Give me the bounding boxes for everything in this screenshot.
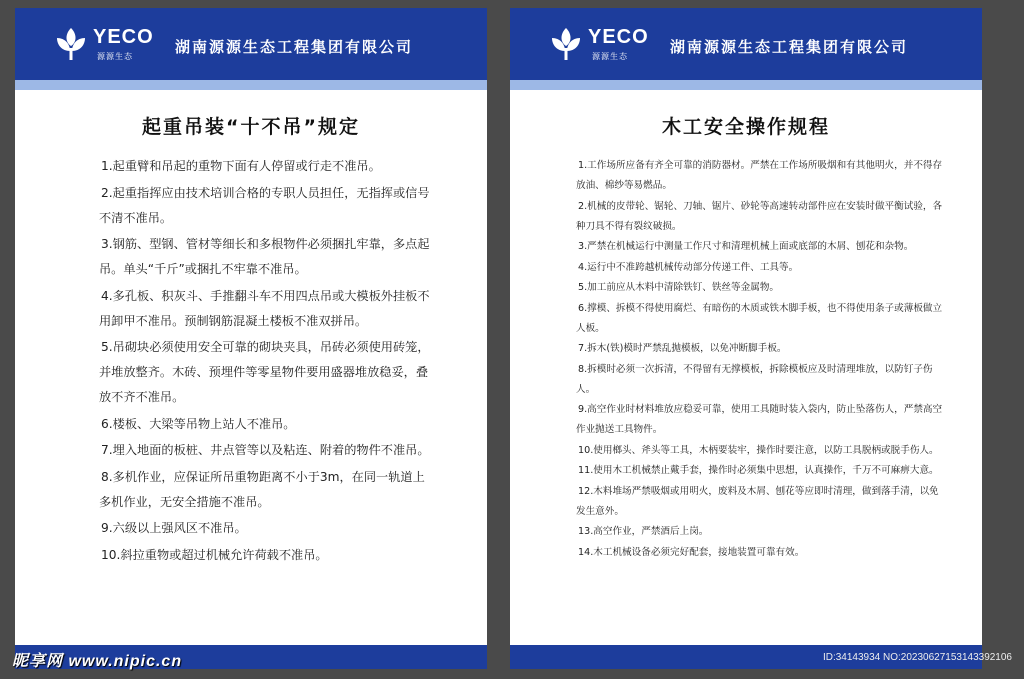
rule-item: 3.严禁在机械运行中测量工作尺寸和清理机械上面或底部的木屑、刨花和杂物。 (578, 241, 914, 253)
rule-item: 5.吊砌块必须使用安全可靠的砌块夹具，吊砖必须使用砖笼，并堆放整齐。木砖、预埋件等零星物件要用盛器堆放稳妥，叠放不齐不准吊。 (99, 340, 430, 404)
header-bar (15, 8, 487, 80)
company-name: 湖南源源生态工程集团有限公司 (175, 38, 414, 56)
header-stripe (15, 80, 487, 90)
header-bar (510, 8, 982, 80)
rule-item: 10.使用榔头、斧头等工具，木柄要装牢，操作时要注意，以防工具脱柄或脱手伤人。 (578, 444, 939, 456)
rule-item: 7.拆木(铁)模时严禁乱抛模板，以免冲断脚手板。 (578, 343, 787, 355)
site-watermark: 昵享网 www.nipic.cn (12, 653, 183, 670)
rules-list (99, 154, 435, 569)
rule-item: 7.埋入地面的板桩、井点管等以及粘连、附着的物件不准吊。 (101, 443, 430, 457)
rule-item: 2.起重指挥应由技术培训合格的专职人员担任，无指挥或信号不清不准吊。 (99, 185, 430, 225)
rule-item: 4.运行中不准跨越机械传动部分传递工件、工具等。 (578, 261, 799, 273)
poster-title: 木工安全操作规程 (661, 116, 830, 138)
rules-list (576, 156, 944, 563)
company-logo (548, 24, 656, 68)
logo-text: YECO (588, 26, 649, 48)
rule-item: 3.钢筋、型钢、管材等细长和多根物件必须捆扎牢靠，多点起吊。单头“千斤”或捆扎不牢靠不准吊。 (99, 237, 430, 276)
rule-item: 8.多机作业，应保证所吊重物距离不小于3m，在同一轨道上多机作业，无安全措施不准吊。 (99, 469, 425, 509)
rule-item: 1.起重臂和吊起的重物下面有人停留或行走不准吊。 (101, 159, 381, 173)
leaf-logo-icon (53, 24, 89, 64)
logo-text: YECO (93, 26, 154, 48)
rule-item: 9.六级以上强风区不准吊。 (101, 521, 247, 535)
rule-item: 11.使用木工机械禁止戴手套，操作时必须集中思想，认真操作，千万不可麻痹大意。 (578, 465, 939, 477)
leaf-logo-icon (548, 24, 584, 64)
rule-item: 2.机械的皮带轮、锯轮、刀轴、锯片、砂轮等高速转动部件应在安装时做平衡试验，各种刀具不得有裂纹破损。 (576, 200, 943, 232)
rule-item: 5.加工前应从木料中清除铁钉、铁丝等金属物。 (578, 282, 780, 294)
logo-subtext: 源源生态 (592, 52, 628, 61)
rule-item: 6.楼板、大梁等吊物上站人不准吊。 (101, 416, 296, 431)
rule-item: 4.多孔板、积灰斗、手推翻斗车不用四点吊或大模板外挂板不用卸甲不准吊。预制钢筋混凝土楼板不准双拼吊。 (99, 288, 430, 328)
rule-item: 6.撑模、拆模不得使用腐烂、有暗伤的木质或铁木脚手板，也不得使用条子或薄板做立人板。 (576, 302, 943, 334)
rule-item: 1.工作场所应备有齐全可靠的消防器材。严禁在工作场所吸烟和有其他明火，并不得存放油、棉纱等易燃品。 (576, 160, 943, 192)
rule-item: 14.木工机械设备必须完好配套，接地装置可靠有效。 (578, 546, 805, 558)
image-id-watermark: ID:34143934 NO:20230627153143392106 (822, 652, 1012, 663)
left-poster (15, 8, 487, 669)
right-poster (510, 8, 982, 669)
poster-title: 起重吊装“十不吊”规定 (142, 116, 360, 138)
rule-item: 12.木料堆场严禁吸烟或用明火，废料及木屑、刨花等应即时清理，做到落手清，以免发生意外。 (576, 485, 939, 517)
rule-item: 10.斜拉重物或超过机械允许荷载不准吊。 (101, 547, 328, 562)
logo-subtext: 源源生态 (97, 52, 133, 61)
header-stripe (510, 80, 982, 90)
company-logo (53, 24, 161, 68)
rule-item: 8.拆模时必须一次拆清，不得留有无撑模板，拆除模板应及时清理堆放，以防钉子伤人。 (576, 363, 933, 395)
company-name: 湖南源源生态工程集团有限公司 (670, 38, 909, 56)
rule-item: 13.高空作业，严禁酒后上岗。 (578, 526, 709, 538)
rule-item: 9.高空作业时材料堆放应稳妥可靠，使用工具随时装入袋内，防止坠落伤人，严禁高空作业抛送工具物件。 (576, 404, 943, 436)
